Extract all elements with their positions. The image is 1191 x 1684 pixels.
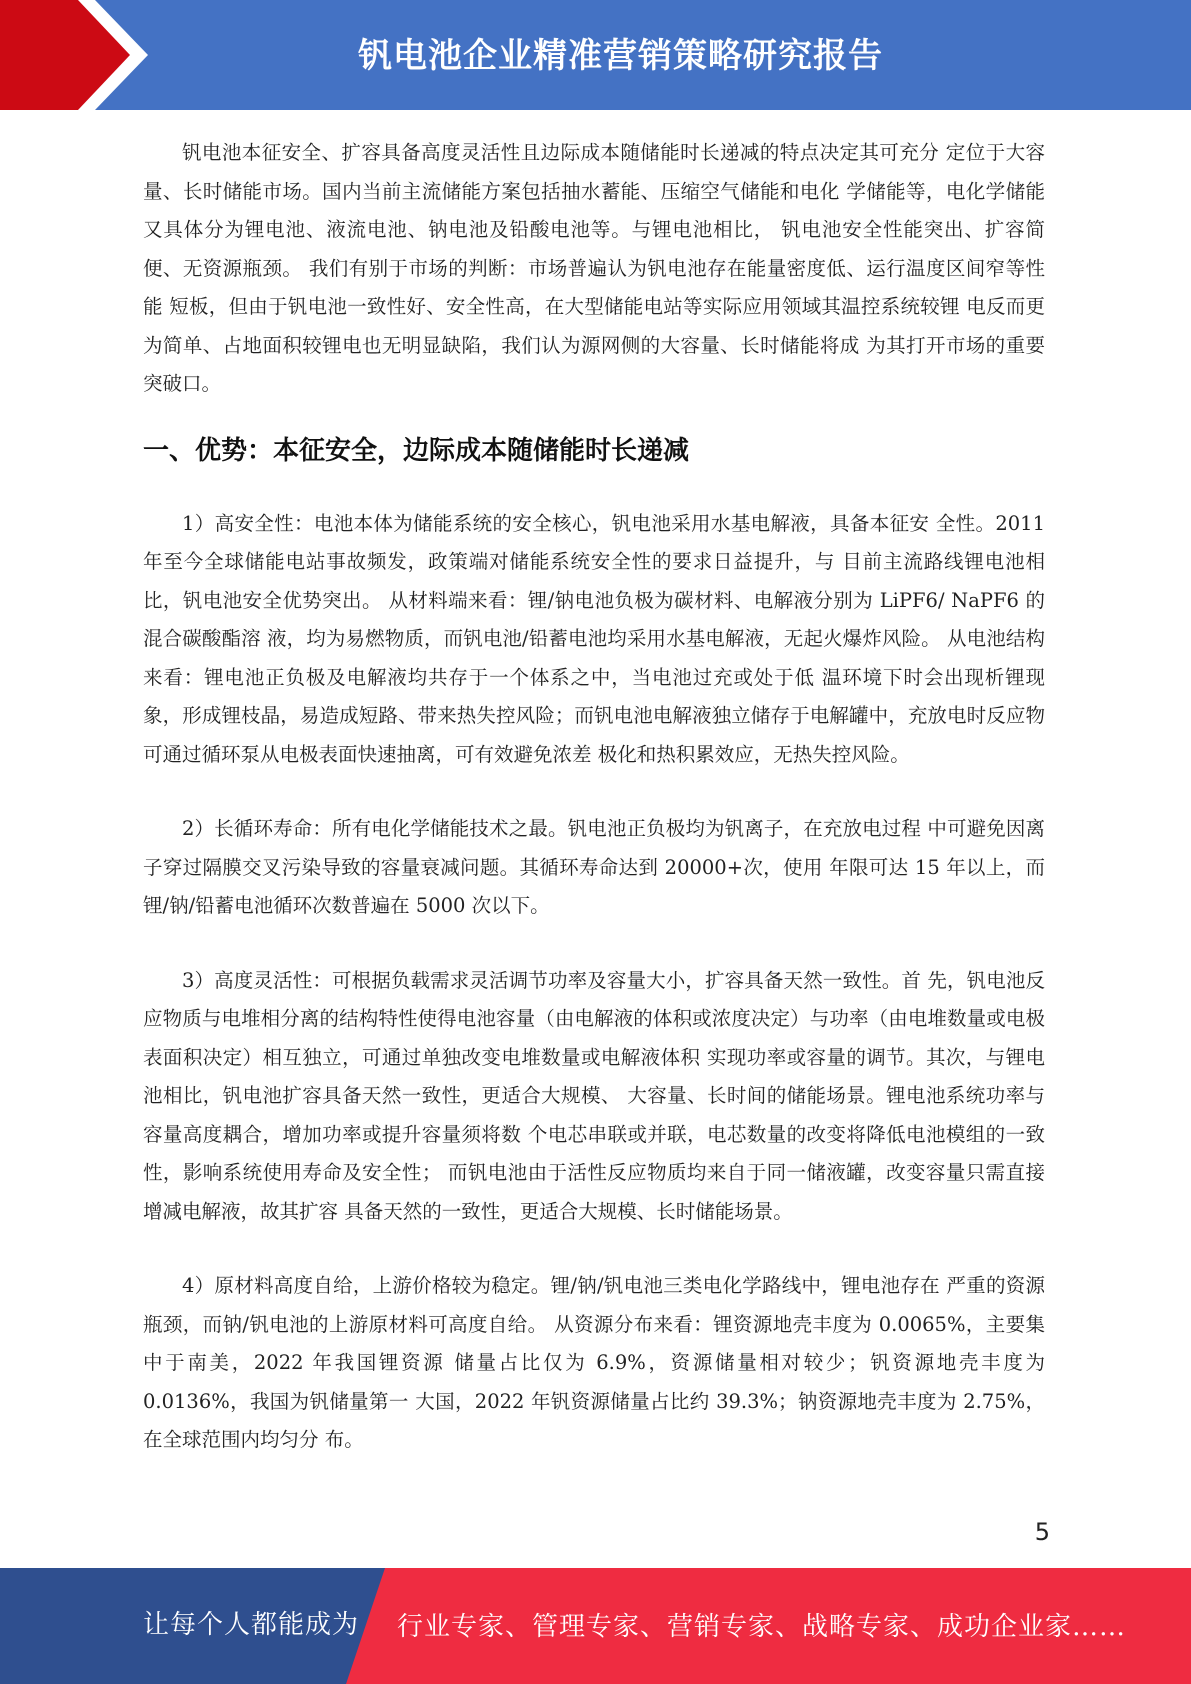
paragraph-cycle-life: 2）长循环寿命：所有电化学储能技术之最。钒电池正负极均为钒离子，在充放电过程 中可避免因离子穿过隔膜交叉污染导致的容量衰减问题。其循环寿命达到 20000+次，使用 年限可达 15 年以上，而锂/钠/铅蓄电池循环次数普遍在 5000 次以下。 [143, 817, 1045, 917]
page-number: 5 [1034, 1518, 1050, 1546]
paragraph-flexibility: 3）高度灵活性：可根据负载需求灵活调节功率及容量大小，扩容具备天然一致性。首 先，钒电池反应物质与电堆相分离的结构特性使得电池容量（由电解液的体积或浓度决定）与功率（由电堆数量或电极表面积决定）相互独立，可通过单独改变电堆数量或电解液体积 实现功率或容量的调节。其次，与锂电池相比，钒电池扩容具备天然一致性，更适合大规模、 大容量、长时间的储能场景。锂电池系统功率与容量高度耦合，增加功率或提升容量须将数 个电芯串联或并联，电芯数量的改变将降低电池模组的一致性，影响系统使用寿命及安全性； 而钒电池由于活性反应物质均来自于同一储液罐，改变容量只需直接增减电解液，故其扩容 具备天然的一致性，更适合大规模、长时储能场景。 [143, 968, 1045, 1223]
red-chevron-icon [0, 0, 160, 110]
intro-paragraph: 钒电池本征安全、扩容具备高度灵活性且边际成本随储能时长递减的特点决定其可充分 定位于大容量、长时储能市场。国内当前主流储能方案包括抽水蓄能、压缩空气储能和电化 学储能等，电化学储能又具体分为锂电池、液流电池、钠电池及铅酸电池等。与锂电池相比， 钒电池安全性能突出、扩容简便、无资源瓶颈。 我们有别于市场的判断：市场普遍认为钒电池存在能量密度低、运行温度区间窄等性能 短板，但由于钒电池一致性好、安全性高，在大型储能电站等实际应用领域其温控系统较锂 电反而更为简单、占地面积较锂电也无明显缺陷，我们认为源网侧的大容量、长时储能将成 为其打开市场的重要突破口。 [143, 141, 1045, 395]
report-title: 钒电池企业精准营销策略研究报告 [358, 36, 883, 76]
page-footer [0, 1568, 1191, 1684]
paragraph-raw-materials: 4）原材料高度自给，上游价格较为稳定。锂/钠/钒电池三类电化学路线中，锂电池存在 严重的资源瓶颈，而钠/钒电池的上游原材料可高度自给。 从资源分布来看：锂资源地壳丰度为 0.0065%，主要集中于南美，2022 年我国锂资源 储量占比仅为 6.9%，资源储量相对较少；钒资源地壳丰度为 0.0136%，我国为钒储量第一 大国，2022 年钒资源储量占比约 39.3%；钠资源地壳丰度为 2.75%，在全球范围内均匀分 布。 [143, 1274, 1045, 1451]
page-header [0, 0, 1191, 110]
section-heading: 一、优势：本征安全，边际成本随储能时长递减 [143, 435, 690, 466]
main-content [143, 134, 1045, 1460]
paragraph-safety: 1）高安全性：电池本体为储能系统的安全核心，钒电池采用水基电解液，具备本征安 全性。2011 年至今全球储能电站事故频发，政策端对储能系统安全性的要求日益提升，与 目前主流路线锂电池相比，钒电池安全优势突出。 从材料端来看：锂/钠电池负极为碳材料、电解液分别为 LiPF6/ NaPF6 的混合碳酸酯溶 液，均为易燃物质，而钒电池/铅蓄电池均采用水基电解液，无起火爆炸风险。 从电池结构来看：锂电池正负极及电解液均共存于一个体系之中，当电池过充或处于低 温环境下时会出现析锂现象，形成锂枝晶，易造成短路、带来热失控风险；而钒电池电解液独立储存于电解罐中，充放电时反应物可通过循环泵从电极表面快速抽离，可有效避免浓差 极化和热积累效应，无热失控风险。 [143, 511, 1045, 766]
footer-slogan-left: 让每个人都能成为 [143, 1610, 360, 1640]
footer-slogan-right: 行业专家、管理专家、营销专家、战略专家、成功企业家…… [397, 1612, 1127, 1642]
